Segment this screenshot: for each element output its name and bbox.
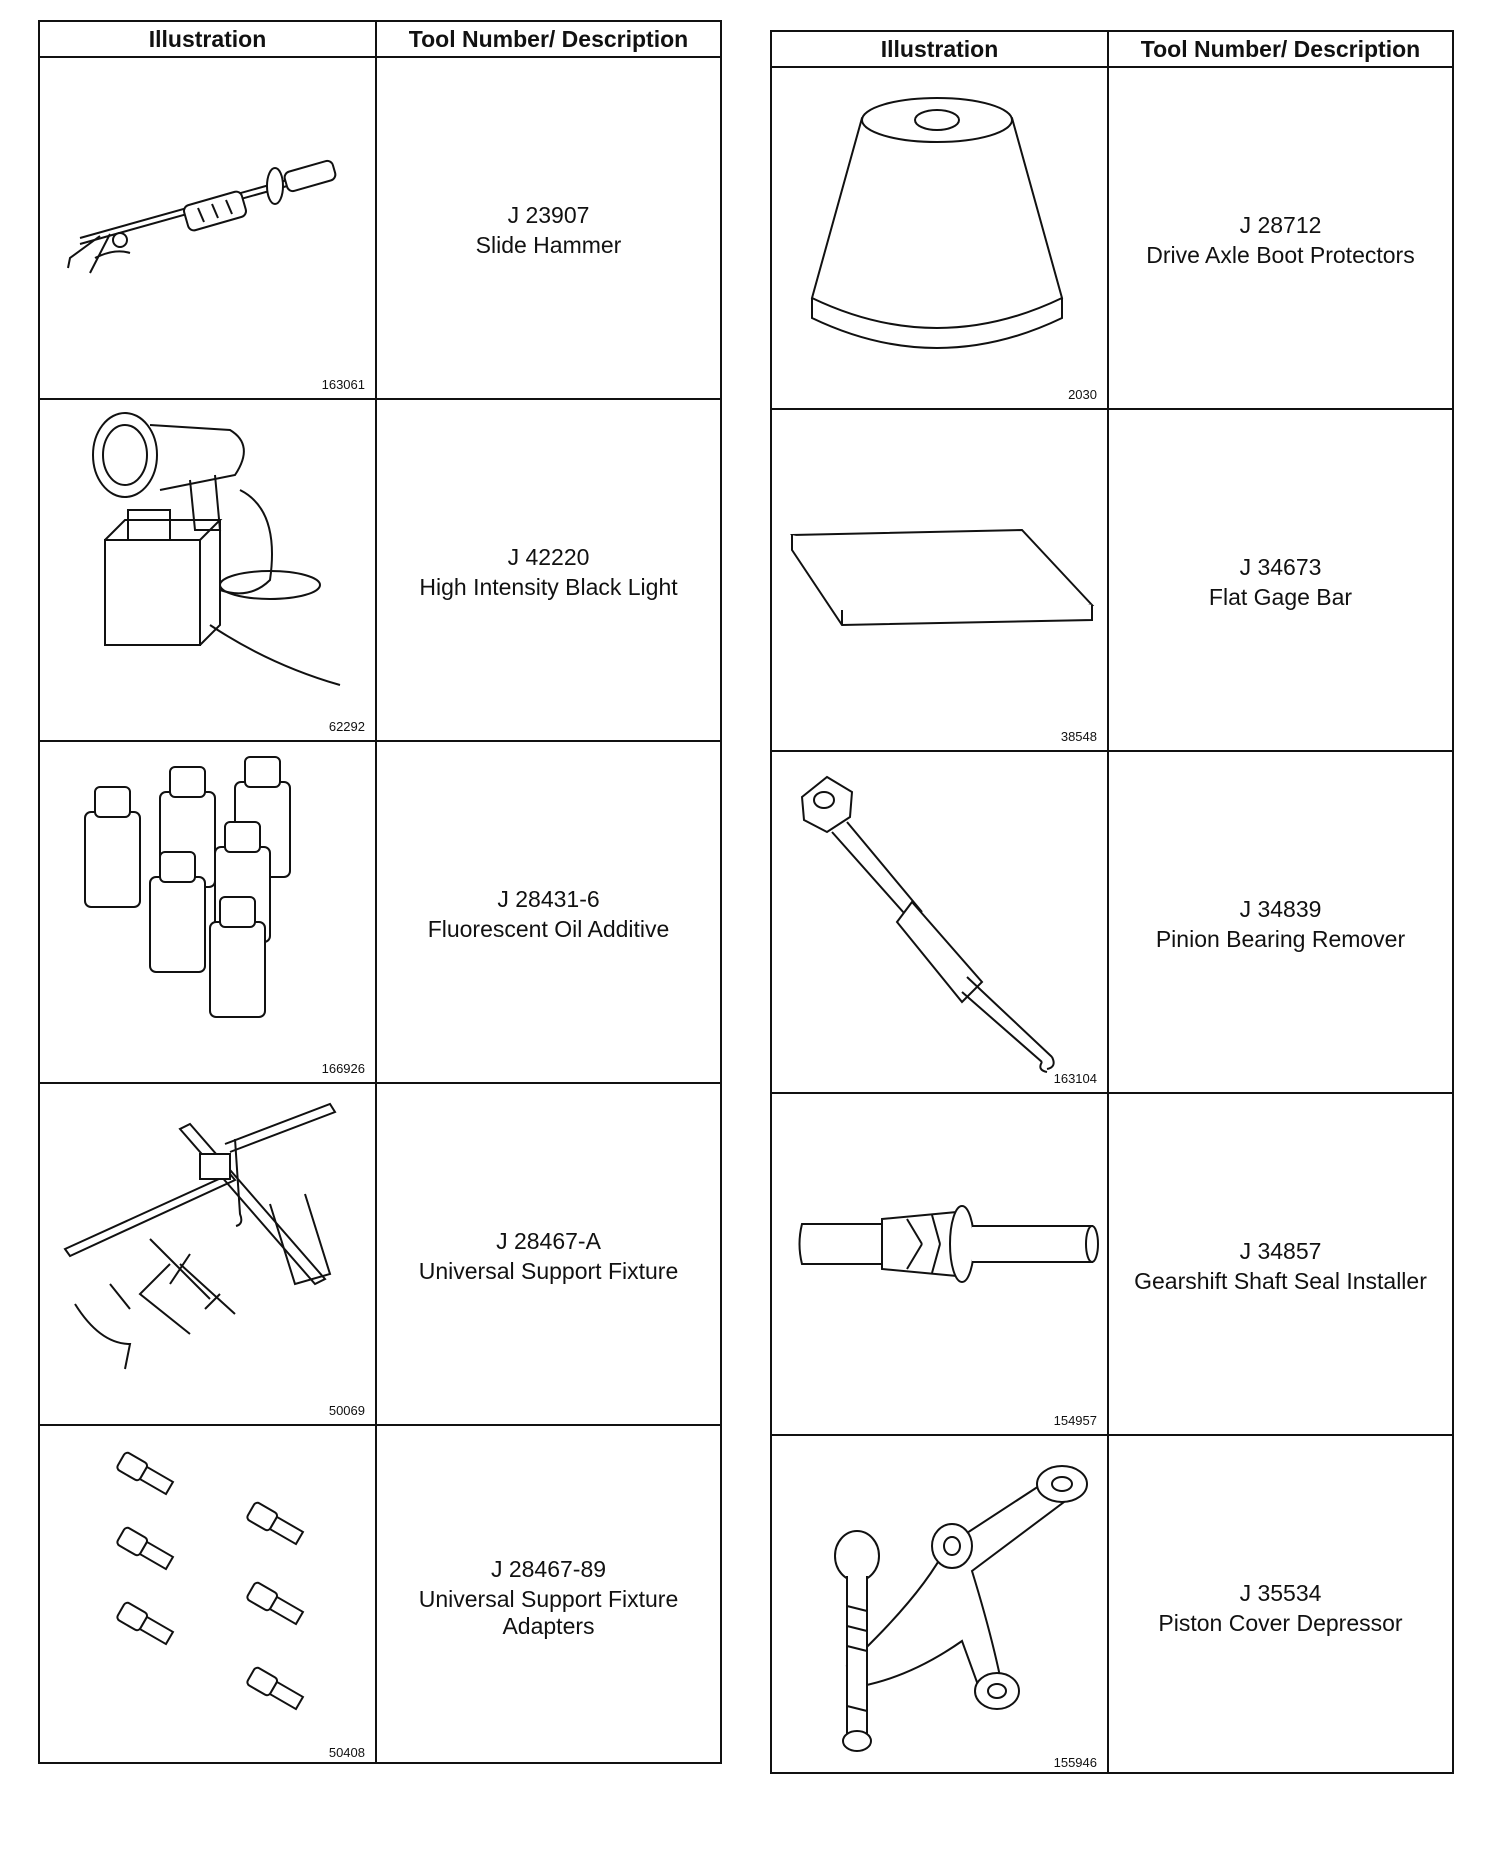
tool-description-cell <box>377 1426 720 1766</box>
figure-number: 163104 <box>1053 1071 1097 1086</box>
tool-number: J 28431-6 <box>497 885 600 912</box>
tool-name: Flat Gage Bar <box>1208 583 1353 610</box>
tool-description-header: Tool Number/ Description <box>408 26 689 52</box>
figure-number: 50408 <box>328 1745 365 1760</box>
illustration-cell <box>772 410 1107 750</box>
tool-name: High Intensity Black Light <box>419 573 678 600</box>
illustration-cell <box>40 742 375 1082</box>
illustration-cell <box>772 752 1107 1092</box>
illustration-cell <box>772 1436 1107 1776</box>
tool-description-cell <box>1109 1094 1452 1434</box>
cover-depressor-icon <box>772 1436 1107 1776</box>
tool-name: Slide Hammer <box>475 231 622 258</box>
table-row <box>772 1436 1452 1776</box>
table-row <box>772 410 1452 752</box>
table-header <box>772 32 1452 68</box>
tool-name: Universal Support Fixture Adapters <box>418 1586 679 1639</box>
illustration-cell <box>40 1084 375 1424</box>
seal-installer-icon <box>772 1094 1107 1434</box>
support-fixture-icon <box>40 1084 375 1424</box>
table-row <box>772 68 1452 410</box>
tool-table-right <box>770 30 1454 1774</box>
tool-name: Fluorescent Oil Additive <box>427 915 670 942</box>
tool-number: J 23907 <box>507 201 590 228</box>
tool-name: Piston Cover Depressor <box>1158 1609 1403 1636</box>
tool-number: J 28467-89 <box>490 1556 607 1582</box>
illustration-cell <box>40 58 375 398</box>
tool-description-cell <box>377 58 720 398</box>
tool-description-cell <box>1109 1436 1452 1776</box>
illustration-cell <box>40 400 375 740</box>
table-row <box>40 58 720 400</box>
figure-number: 155946 <box>1053 1755 1097 1770</box>
figure-number: 154957 <box>1053 1413 1097 1428</box>
tool-description-cell <box>377 400 720 740</box>
tool-number: J 42220 <box>507 543 590 570</box>
figure-number: 166926 <box>321 1061 365 1076</box>
oil-bottles-icon <box>40 742 375 1082</box>
figure-number: 50069 <box>328 1403 365 1418</box>
tool-name: Gearshift Shaft Seal Installer <box>1134 1267 1427 1294</box>
illustration-header: Illustration <box>148 26 267 52</box>
tool-number: J 28467-A <box>496 1227 601 1254</box>
table-row <box>772 752 1452 1094</box>
figure-number: 62292 <box>328 719 365 734</box>
bearing-remover-icon <box>772 752 1107 1092</box>
table-row <box>40 742 720 1084</box>
table-row <box>40 1084 720 1426</box>
tool-name: Drive Axle Boot Protectors <box>1146 241 1415 268</box>
table-row <box>40 1426 720 1766</box>
slide-hammer-icon <box>40 58 375 398</box>
figure-number: 2030 <box>1068 387 1097 402</box>
tool-description-cell <box>1109 410 1452 750</box>
figure-number: 163061 <box>321 377 365 392</box>
tool-description-cell <box>377 1084 720 1424</box>
tool-table-left <box>38 20 722 1764</box>
table-header <box>40 22 720 58</box>
boot-protector-icon <box>772 68 1107 408</box>
gage-bar-icon <box>772 410 1107 750</box>
tool-description-cell <box>1109 68 1452 408</box>
tool-number: J 35534 <box>1239 1579 1322 1606</box>
tool-description-cell <box>377 742 720 1082</box>
tool-number: J 34839 <box>1239 895 1322 922</box>
table-row <box>772 1094 1452 1436</box>
figure-number: 38548 <box>1060 729 1097 744</box>
tool-name: Pinion Bearing Remover <box>1155 925 1406 952</box>
black-light-icon <box>40 400 375 740</box>
fixture-adapters-icon <box>40 1426 375 1766</box>
illustration-header: Illustration <box>880 36 999 62</box>
tool-description-header: Tool Number/ Description <box>1140 36 1421 62</box>
illustration-cell <box>772 1094 1107 1434</box>
tool-description-cell <box>1109 752 1452 1092</box>
illustration-cell <box>40 1426 375 1766</box>
tool-number: J 34673 <box>1239 553 1322 580</box>
table-row <box>40 400 720 742</box>
tool-number: J 28712 <box>1239 211 1322 238</box>
tool-name: Universal Support Fixture <box>418 1257 679 1284</box>
illustration-cell <box>772 68 1107 408</box>
tool-number: J 34857 <box>1239 1237 1322 1264</box>
